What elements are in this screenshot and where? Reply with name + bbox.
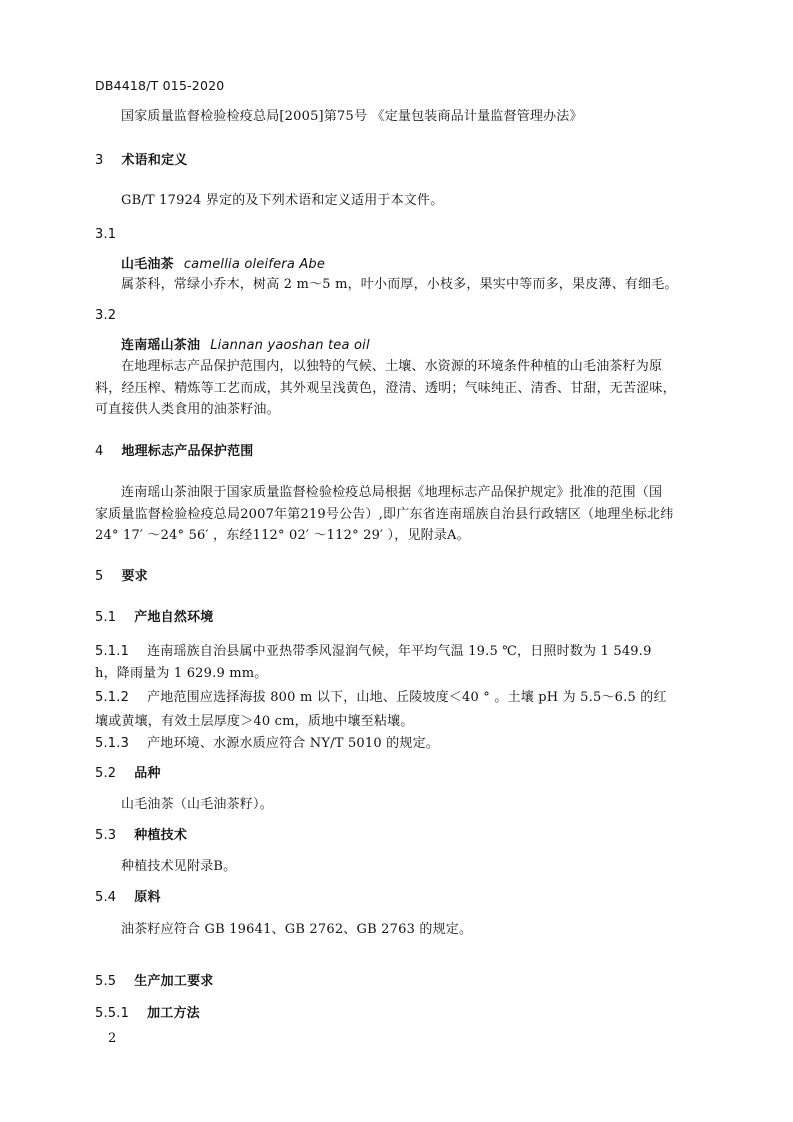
subsection-5-2-text: 山毛油茶（山毛油茶籽）。 [121, 797, 273, 812]
subsection-5-3-heading [95, 827, 187, 845]
doc-code-header: DB4418/T 015-2020 [95, 78, 225, 93]
subsection-number: 5.1 [95, 610, 117, 625]
subsection-title: 种植技术 [134, 828, 188, 843]
term-name-english: camellia oleifera Abe [183, 257, 326, 272]
subsection-title: 原料 [134, 890, 161, 905]
clause-text: 连南瑶族自治县属中亚热带季风湿润气候，年平均气温 19.5 ℃，日照时数为 1 549.9 [147, 644, 652, 659]
clause-number: 5.1.2 [95, 690, 130, 705]
clause-number: 5.5.1 [95, 1006, 130, 1021]
term-3-2-heading [121, 337, 370, 355]
term-3-1-heading [121, 256, 325, 274]
term-name: 山毛油茶 [121, 257, 174, 272]
clause-5-5-1-heading [95, 1005, 200, 1023]
subsection-title: 产地自然环境 [134, 610, 214, 625]
subsection-5-2-heading [95, 765, 161, 783]
term-name-english: Liannan yaoshan tea oil [210, 338, 370, 353]
term-3-2-definition-line-2: 料，经压榨、精炼等工艺而成，其外观呈浅黄色，澄清、透明；气味纯正、清香、甘甜，无苦涩味， [95, 381, 676, 396]
section-4-line-1: 连南瑶山茶油限于国家质量监督检验检疫总局根据《地理标志产品保护规定》批准的范围（国 [121, 485, 663, 500]
subsection-number: 5.5 [95, 974, 117, 989]
section-3-paragraph: GB/T 17924 界定的及下列术语和定义适用于本文件。 [121, 193, 444, 208]
subsection-number: 5.2 [95, 766, 117, 781]
subsection-5-1-heading [95, 609, 213, 627]
subsection-title: 品种 [134, 766, 161, 781]
section-4-line-2: 家质量监督检验检疫总局2007年第219号公告）,即广东省连南瑶族自治县行政辖区（地理坐标北纬 [95, 507, 674, 522]
section-4-heading [95, 443, 254, 461]
clause-5-1-2-line-1 [95, 689, 667, 707]
section-number: 5 [95, 569, 104, 584]
section-title: 术语和定义 [121, 153, 188, 168]
section-5-heading [95, 568, 148, 586]
section-4-line-3: 24° 17′ ～24° 56′ ，东经112° 02′ ～112° 29′ ），见附录A。 [95, 528, 470, 543]
term-3-1-number: 3.1 [95, 227, 117, 242]
clause-5-1-1-line-1 [95, 643, 652, 661]
clause-title: 加工方法 [147, 1006, 200, 1021]
subsection-5-4-heading [95, 889, 161, 907]
term-3-2-definition-line-3: 可直接供人类食用的油茶籽油。 [95, 402, 280, 417]
clause-text: 产地范围应选择海拔 800 m 以下，山地、丘陵坡度＜40 ° 。土壤 pH 为 5.5～6.5 的红 [147, 690, 667, 705]
normative-reference-line: 国家质量监督检验检疫总局[2005]第75号 《定量包装商品计量监督管理办法》 [121, 109, 583, 124]
clause-text: 产地环境、水源水质应符合 NY/T 5010 的规定。 [147, 736, 439, 751]
section-title: 要求 [121, 569, 148, 584]
subsection-number: 5.4 [95, 890, 117, 905]
clause-5-1-1-line-2: h，降雨量为 1 629.9 mm。 [95, 666, 268, 681]
subsection-5-3-text: 种植技术见附录B。 [121, 859, 237, 874]
clause-number: 5.1.1 [95, 644, 130, 659]
section-3-heading [95, 152, 188, 170]
term-3-1-definition: 属茶科，常绿小乔木，树高 2 m～5 m，叶小而厚，小枝多，果实中等而多，果皮薄、有细毛。 [121, 277, 678, 292]
term-3-2-definition-line-1: 在地理标志产品保护范围内，以独特的气候、土壤、水资源的环境条件种植的山毛油茶籽为原 [121, 359, 663, 374]
subsection-5-5-heading [95, 973, 213, 991]
subsection-title: 生产加工要求 [134, 974, 214, 989]
clause-5-1-2-line-2: 壤或黄壤，有效土层厚度＞40 cm，质地中壤至粘壤。 [95, 714, 414, 729]
section-number: 4 [95, 444, 104, 459]
section-number: 3 [95, 153, 104, 168]
clause-number: 5.1.3 [95, 736, 130, 751]
subsection-number: 5.3 [95, 828, 117, 843]
term-name: 连南瑶山茶油 [121, 338, 201, 353]
page-number: 2 [108, 1031, 117, 1046]
term-3-2-number: 3.2 [95, 308, 117, 323]
section-title: 地理标志产品保护范围 [121, 444, 254, 459]
clause-5-1-3-line-1 [95, 735, 439, 753]
subsection-5-4-text: 油茶籽应符合 GB 19641、GB 2762、GB 2763 的规定。 [121, 922, 473, 937]
